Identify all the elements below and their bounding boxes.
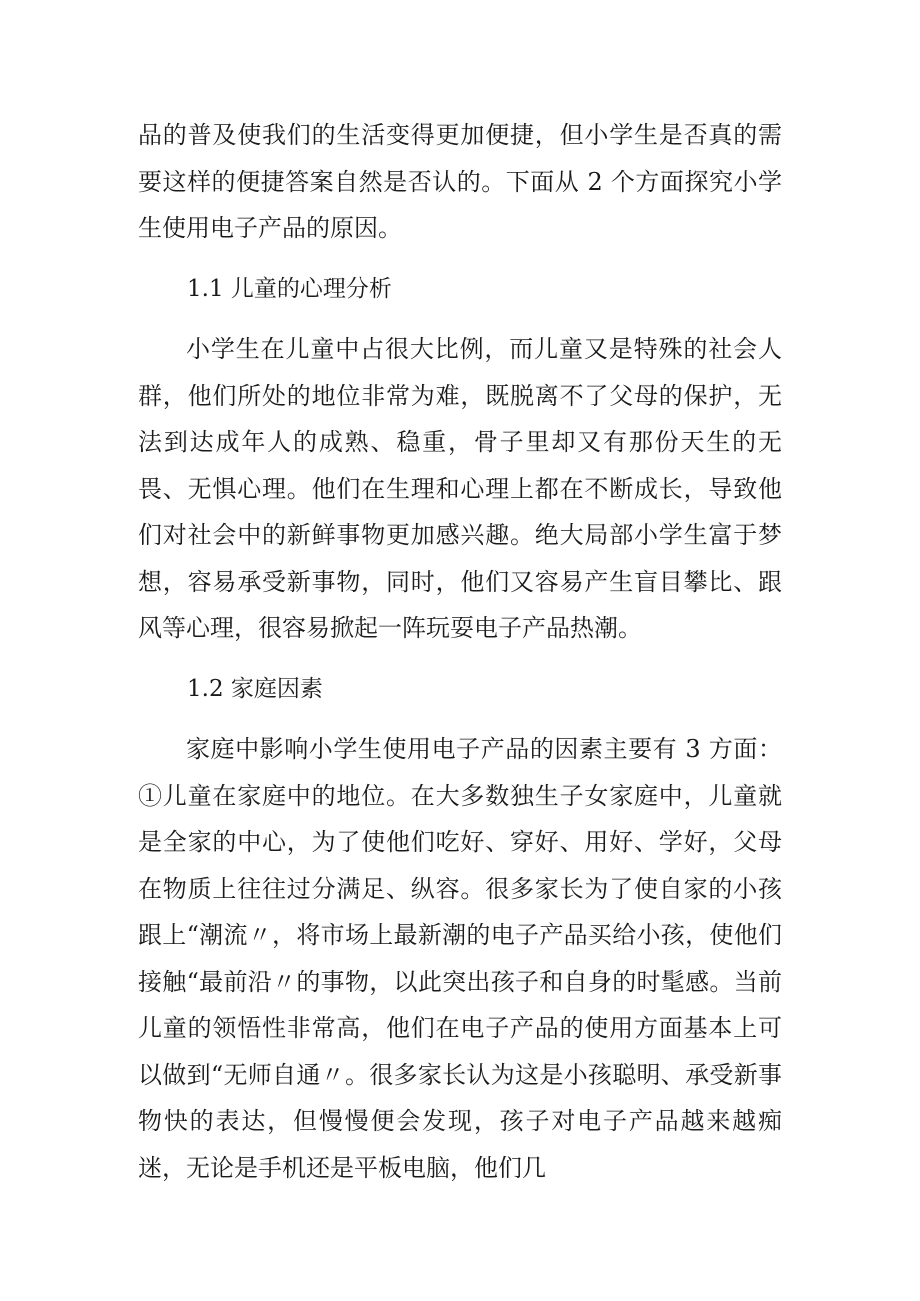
section-1-1-paragraph: 小学生在儿童中占很大比例，而儿童又是特殊的社会人群，他们所处的地位非常为难，既脱离不了父母的保护，无法到达成年人的成熟、稳重，骨子里却又有那份天生的无畏、无惧心理。他们在生理和心理上都在不断成长，导致他们对社会中的新鲜事物更加感兴趣。绝大局部小学生富于梦想，容易承受新事物，同时，他们又容易产生盲目攀比、跟风等心理，很容易掀起一阵玩耍电子产品热潮。 [138,335,782,642]
intro-paragraph: 品的普及使我们的生活变得更加便捷，但小学生是否真的需要这样的便捷答案自然是否认的。下面从 2 个方面探究小学生使用电子产品的原因。 [138,121,782,242]
section-heading-1-1: 1.1 儿童的心理分析 [187,275,392,302]
section-1-2-paragraph: 家庭中影响小学生使用电子产品的因素主要有 3 方面：①儿童在家庭中的地位。在大多数独生子女家庭中，儿童就是全家的中心，为了使他们吃好、穿好、用好、学好，父母在物质上往往过分满足、纵容。很多家长为了使自家的小孩跟上“潮流〃，将市场上最新潮的电子产品买给小孩，使他们接触“最前沿〃的事物，以此突出孩子和自身的时髦感。当前儿童的领悟性非常高，他们在电子产品的使用方面基本上可以做到“无师自通〃。很多家长认为这是小孩聪明、承受新事物快的表达，但慢慢便会发现，孩子对电子产品越来越痴迷，无论是手机还是平板电脑，他们几 [138,735,782,1182]
section-heading-1-2: 1.2 家庭因素 [187,675,323,702]
